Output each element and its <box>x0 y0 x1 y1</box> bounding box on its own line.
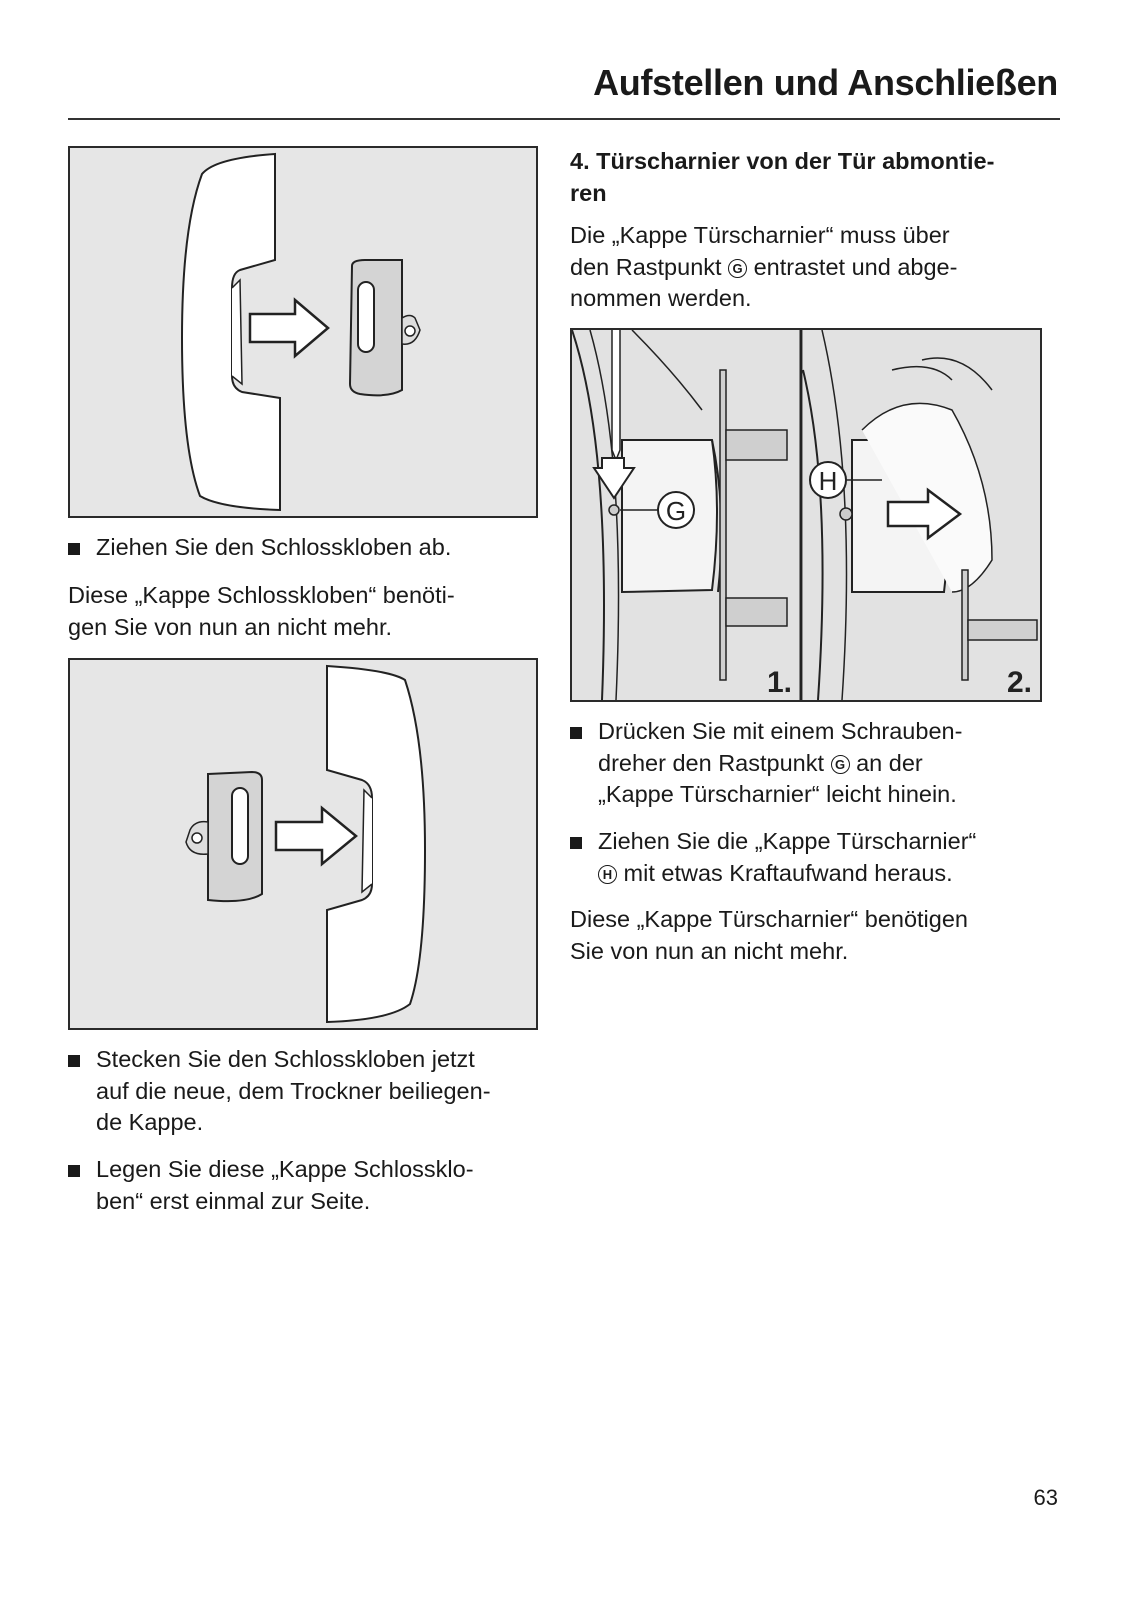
figure-remove-lock-bracket <box>68 146 538 518</box>
figure-mount-lock-bracket <box>68 658 538 1030</box>
right-bullet-1 <box>570 716 962 811</box>
figure-panel-2 <box>803 330 1040 700</box>
right-intro <box>570 220 957 315</box>
left-bullet-1-text: Ziehen Sie den Schlosskloben ab. <box>96 534 452 560</box>
bullet-square-icon <box>570 837 582 849</box>
right-bullet-2 <box>570 826 976 889</box>
right-bullet-2-line1: Ziehen Sie die „Kappe Türscharnier“ <box>598 828 977 854</box>
left-paragraph-1 <box>68 580 455 643</box>
right-bullet-1-line2 <box>598 748 962 780</box>
left-bullet-3-line2: ben“ erst einmal zur Seite. <box>96 1187 371 1214</box>
left-bullet-2-line1: Stecken Sie den Schlosskloben jetzt <box>96 1046 475 1072</box>
left-bullet-1 <box>68 532 451 564</box>
right-bullet-1-line3: „Kappe Türscharnier“ leicht hinein. <box>598 781 957 807</box>
marker-g-icon: G <box>831 755 850 774</box>
left-bullet-3-line1: Legen Sie diese „Kappe Schlossklo- <box>96 1156 474 1182</box>
bullet-square-icon <box>570 727 582 739</box>
figure-panel-1 <box>572 330 800 700</box>
left-bullet-3 <box>68 1154 474 1217</box>
left-bullet-2 <box>68 1044 491 1139</box>
label-h: H <box>818 466 838 496</box>
right-bullet-2-line2 <box>598 858 976 890</box>
marker-g-icon: G <box>728 259 747 278</box>
left-bullet-2-line3: de Kappe. <box>96 1109 204 1135</box>
left-paragraph-1-line1: Diese „Kappe Schlosskloben“ benöti- <box>68 582 455 608</box>
bullet-square-icon <box>68 1165 80 1177</box>
bullet-square-icon <box>68 1055 80 1067</box>
left-paragraph-1-line2: gen Sie von nun an nicht mehr. <box>68 613 392 640</box>
page-header-title: Aufstellen und Anschließen <box>593 62 1058 103</box>
figure-hinge-cap-removal <box>570 328 1042 702</box>
right-bullet-2-line2-text: mit etwas Kraftaufwand heraus. <box>623 859 953 886</box>
right-paragraph <box>570 904 968 967</box>
page-number: 63 <box>1033 1485 1058 1510</box>
bullet-square-icon <box>68 543 80 555</box>
right-bullet-1-line2b: an der <box>856 749 923 776</box>
right-paragraph-line1: Diese „Kappe Türscharnier“ benötigen <box>570 906 968 932</box>
header-rule <box>68 118 1060 120</box>
section-heading <box>570 146 994 209</box>
left-bullet-2-line2: auf die neue, dem Trockner beiliegen- <box>96 1077 491 1104</box>
label-step-1: 1. <box>766 666 792 699</box>
right-intro-line2a: den Rastpunkt <box>570 253 722 280</box>
section-heading-line2: ren <box>570 179 607 206</box>
right-intro-line3: nommen werden. <box>570 285 752 311</box>
label-step-2: 2. <box>1006 666 1032 699</box>
right-intro-line2 <box>570 252 957 284</box>
label-g: G <box>665 496 687 526</box>
right-bullet-1-line1: Drücken Sie mit einem Schrauben- <box>598 718 963 744</box>
section-heading-line1: 4. Türscharnier von der Tür abmontie- <box>570 148 995 174</box>
right-intro-line1: Die „Kappe Türscharnier“ muss über <box>570 222 950 248</box>
marker-h-icon: H <box>598 865 617 884</box>
right-intro-line2b: entrastet und abge- <box>753 253 958 280</box>
right-paragraph-line2: Sie von nun an nicht mehr. <box>570 937 849 964</box>
right-bullet-1-line2a: dreher den Rastpunkt <box>598 749 825 776</box>
